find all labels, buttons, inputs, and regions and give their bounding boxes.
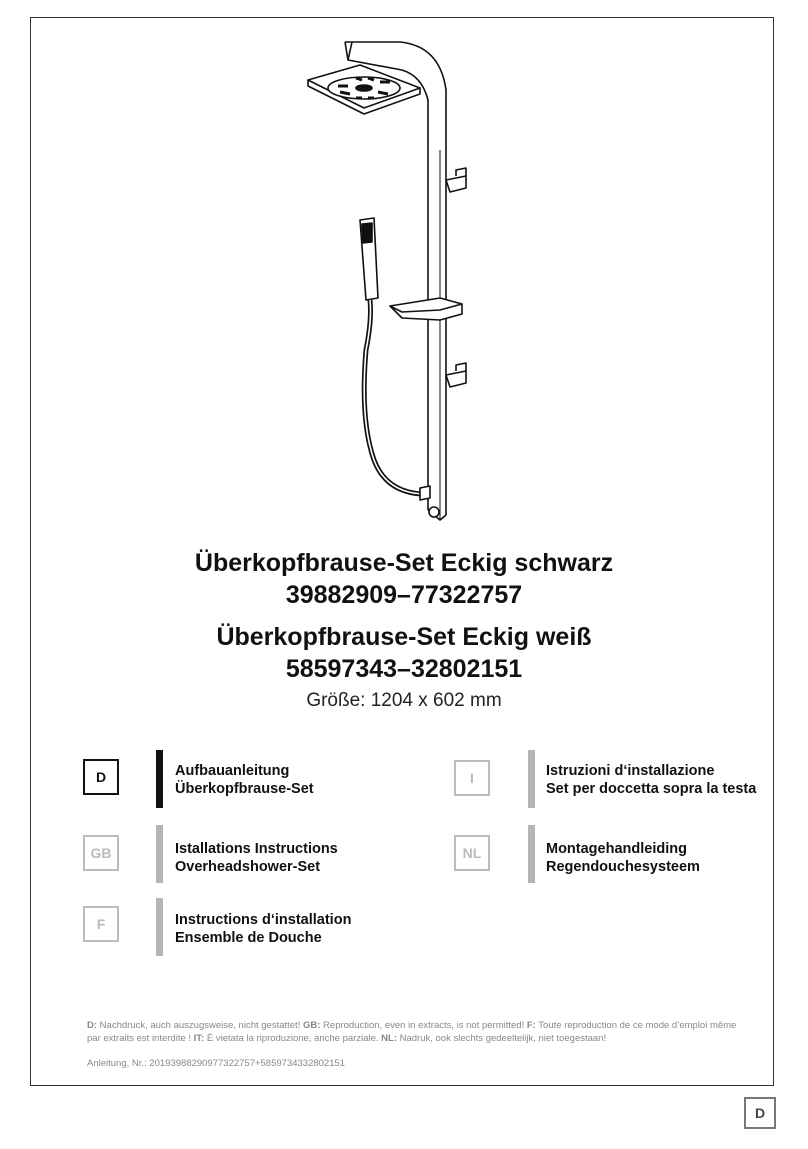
language-entry-gb[interactable] — [175, 840, 338, 876]
footer-label-gb: GB: — [302, 1020, 321, 1031]
language-box-gb[interactable] — [83, 835, 119, 871]
language-subtitle: Überkopfbrause-Set — [175, 781, 314, 797]
language-bar-i — [528, 750, 535, 808]
footer-text-it: È vietata la riproduzione, anche parziale. — [204, 1032, 382, 1044]
footer-label-d: D: — [87, 1020, 98, 1031]
language-box-i[interactable] — [454, 760, 490, 796]
footer-label-it: IT: — [193, 1032, 205, 1044]
language-bar-gb — [156, 825, 163, 883]
footer-text-d: Nachdruck, auch auszugsweise, nicht gestattet! — [97, 1020, 303, 1031]
language-title: Istruzioni d‘installazione — [546, 763, 715, 779]
language-entry-nl[interactable] — [546, 840, 700, 876]
language-subtitle: Regendouchesysteem — [546, 859, 700, 875]
language-box-d[interactable] — [83, 759, 119, 795]
product-number-black: 39882909–77322757 — [285, 581, 523, 609]
product-title-black: Überkopfbrause-Set Eckig schwarz — [194, 549, 614, 577]
footer-text-gb: Reproduction, even in extracts, is not permitted! — [320, 1020, 527, 1031]
language-bar-f — [156, 898, 163, 956]
language-entry-f[interactable] — [175, 911, 351, 947]
manual-number: Anleitung, Nr.: 2019398829097732​2757+58597343328021​51 — [87, 1058, 346, 1069]
copyright-notice — [87, 1020, 737, 1045]
language-bar-nl — [528, 825, 535, 883]
language-code: NL — [462, 845, 482, 861]
language-title: Instructions d‘installation — [175, 912, 352, 928]
language-entry-d[interactable] — [175, 762, 314, 798]
language-title: Aufbauanleitung — [175, 763, 290, 779]
shower-set-illustration — [290, 20, 490, 530]
footer-label-nl: NL: — [381, 1032, 397, 1044]
product-title-white: Überkopfbrause-Set Eckig weiß — [216, 623, 592, 651]
language-title: Montagehandleiding — [546, 841, 687, 857]
language-entry-i[interactable] — [546, 762, 756, 798]
language-title: Istallations Instructions — [175, 841, 338, 857]
product-size: Größe: 1204 x 602 mm — [306, 690, 502, 711]
language-code: GB — [90, 845, 112, 861]
language-box-nl[interactable] — [454, 835, 490, 871]
language-subtitle: Set per doccetta sopra la testa — [546, 781, 757, 797]
language-subtitle: Ensemble de Douche — [175, 930, 322, 946]
language-code: D — [95, 769, 107, 785]
language-code: F — [96, 916, 106, 932]
footer-text-nl: Nadruk, ook slechts gedeeltelijk, niet toegestaan! — [396, 1032, 607, 1044]
footer-text-f: Toute reproduction de ce mode d’emploi même par extraits est interdite ! — [87, 1020, 737, 1044]
product-number-white: 58597343–32802151 — [285, 655, 523, 683]
page-language-badge — [744, 1097, 776, 1129]
footer-label-f: F: — [526, 1020, 536, 1031]
language-box-f[interactable] — [83, 906, 119, 942]
language-subtitle: Overheadshower-Set — [175, 859, 321, 875]
page-language-code: D — [754, 1105, 766, 1121]
language-code: I — [470, 770, 474, 786]
language-bar-d — [156, 750, 163, 808]
